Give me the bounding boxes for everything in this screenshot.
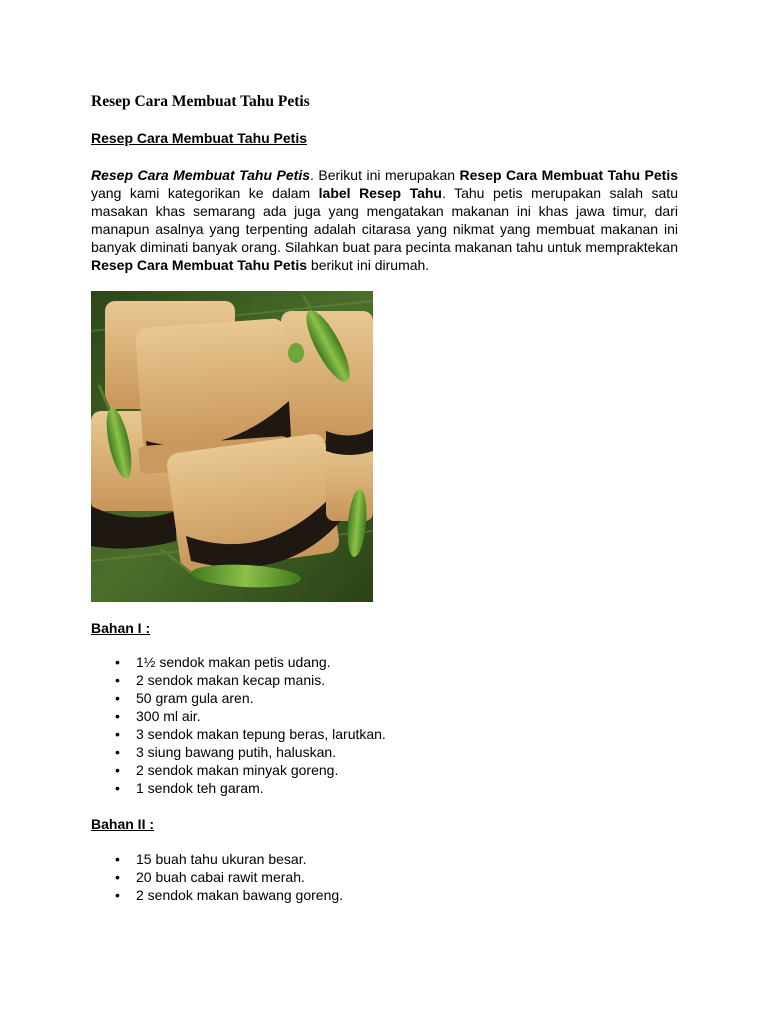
bahan-2-heading: Bahan II : [91, 816, 155, 832]
list-item: • 3 siung bawang putih, haluskan. [91, 743, 386, 761]
article-title: Resep Cara Membuat Tahu Petis [91, 130, 308, 146]
bahan-1-list [91, 653, 386, 797]
intro-bold-2: Resep Cara Membuat Tahu Petis [91, 257, 308, 273]
document-title: Resep Cara Membuat Tahu Petis [91, 93, 310, 110]
list-item: • 1½ sendok makan petis udang. [91, 653, 386, 671]
list-item: • 2 sendok makan bawang goreng. [91, 886, 343, 904]
list-item: • 20 buah cabai rawit merah. [91, 868, 343, 886]
intro-text-1: . Berikut ini merupakan [310, 167, 460, 183]
list-item: • 15 buah tahu ukuran besar. [91, 850, 343, 868]
list-item: • 50 gram gula aren. [91, 689, 386, 707]
bahan-2-list [91, 850, 343, 904]
tofu-petis-illustration [91, 291, 373, 602]
list-item: • 300 ml air. [91, 707, 386, 725]
intro-text-3: . Tahu petis merupakan salah satu masakan khas semarang ada juga yang mengatakan makanan ini khas jawa timur, dari manapun asalnya yang terpenting adalah citarasa yang nikmat yang membuat makanan ini banyak diminati banyak orang. Silahkan buat para pecinta makanan tahu untuk mempraktekan [91, 185, 678, 255]
list-item: • 1 sendok teh garam. [91, 779, 386, 797]
tofu-petis-photo [91, 291, 373, 602]
intro-title-italic: Resep Cara Membuat Tahu Petis [91, 167, 310, 183]
intro-bold-label: label Resep Tahu [318, 185, 442, 201]
intro-bold-1: Resep Cara Membuat Tahu Petis [459, 167, 679, 183]
intro-text-2: yang kami kategorikan ke dalam [91, 185, 319, 201]
list-item: • 2 sendok makan kecap manis. [91, 671, 386, 689]
list-item: • 2 sendok makan minyak goreng. [91, 761, 386, 779]
bahan-1-heading: Bahan I : [91, 620, 151, 636]
intro-paragraph [91, 166, 678, 274]
list-item: • 3 sendok makan tepung beras, larutkan. [91, 725, 386, 743]
intro-text-4: berikut ini dirumah. [307, 257, 430, 273]
